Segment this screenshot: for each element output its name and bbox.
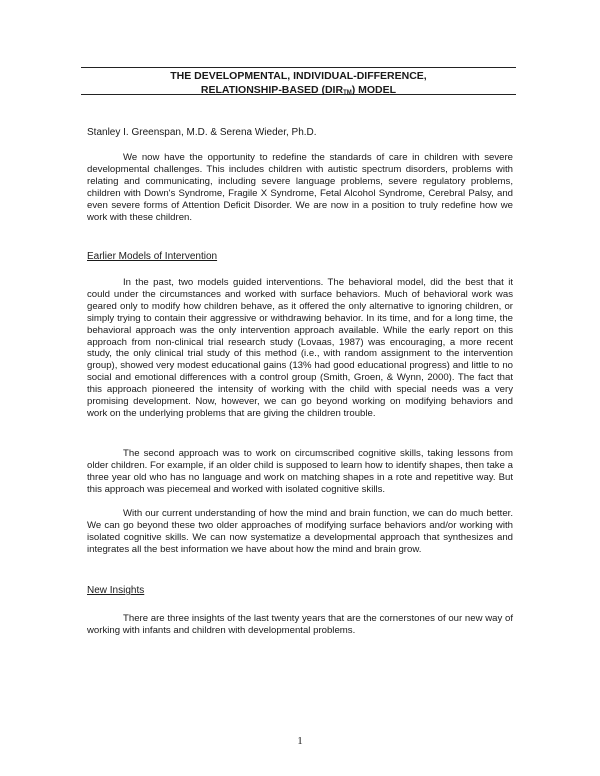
section1-paragraph-1: In the past, two models guided interventions. The behavioral model, did the best that it could under the circumstances and worked with surface behaviors. Much of behavioral work was geared only to modify how children behave, as it offered the only alternative to ignoring children, or simply trying to contain their aggressive or withdrawing behavior. In its time, and for a long time, the behavioral approach was the only intervention approach available. While the early report on this approach from non-clinical trial research study (Lovaas, 1987) was encouraging, a more recent study, the only clinical trial study of this method (i.e., with random assignment to the intervention group), showed very modest educational gains (13% had good educational progress) and little to no social and emotional differences with a control group (Smith, Groen, & Wynn, 2000). The fact that this approach pioneered the intensity of working with the child with special needs was a very promising development. Now, however, we can go beyond working on modifying behaviors and work on the underlying problems that are giving the children trouble.: [87, 277, 513, 419]
page-number: 1: [297, 735, 303, 747]
title-line-1: THE DEVELOPMENTAL, INDIVIDUAL-DIFFERENCE,: [170, 70, 427, 82]
section1-paragraph-3: With our current understanding of how the mind and brain function, we can do much better. We can go beyond these two older approaches of modifying surface behaviors and/or working with isolated cognitive skills. We can now systematize a developmental approach that synthesizes and integrates all the best information we have about how the mind and brain grow.: [87, 508, 513, 555]
trademark-subscript: TM: [343, 89, 352, 96]
title-line-2: [81, 84, 516, 101]
section-heading-new-insights: New Insights: [87, 585, 145, 596]
title-line-2-suffix: ) MODEL: [351, 83, 397, 96]
intro-paragraph: We now have the opportunity to redefine the standards of care in children with severe developmental challenges. This includes children with autistic spectrum disorders, problems with relating and communicating, including severe language problems, severe regulatory problems, children with Down's Syndrome, Fragile X Syndrome, Fetal Alcohol Syndrome, Cerebral Palsy, and even severe forms of Attention Deficit Disorder. We are now in a position to truly redefine how we work with these children.: [87, 152, 513, 223]
section-heading-earlier-models: Earlier Models of Intervention: [87, 251, 218, 262]
title-line-2-prefix: RELATIONSHIP-BASED (DIR: [200, 83, 344, 96]
document-title: [81, 67, 516, 95]
author-line: Stanley I. Greenspan, M.D. & Serena Wieder, Ph.D.: [87, 127, 317, 138]
section1-paragraph-2: The second approach was to work on circumscribed cognitive skills, taking lessons from older children. For example, if an older child is supposed to learn how to identify shapes, then take a three year old who has no language and work on matching shapes in a rote and repetitive way. But this approach was piecemeal and worked with isolated cognitive skills.: [87, 448, 513, 495]
section2-paragraph-1: There are three insights of the last twenty years that are the cornerstones of our new way of working with infants and children with developmental problems.: [87, 613, 513, 636]
